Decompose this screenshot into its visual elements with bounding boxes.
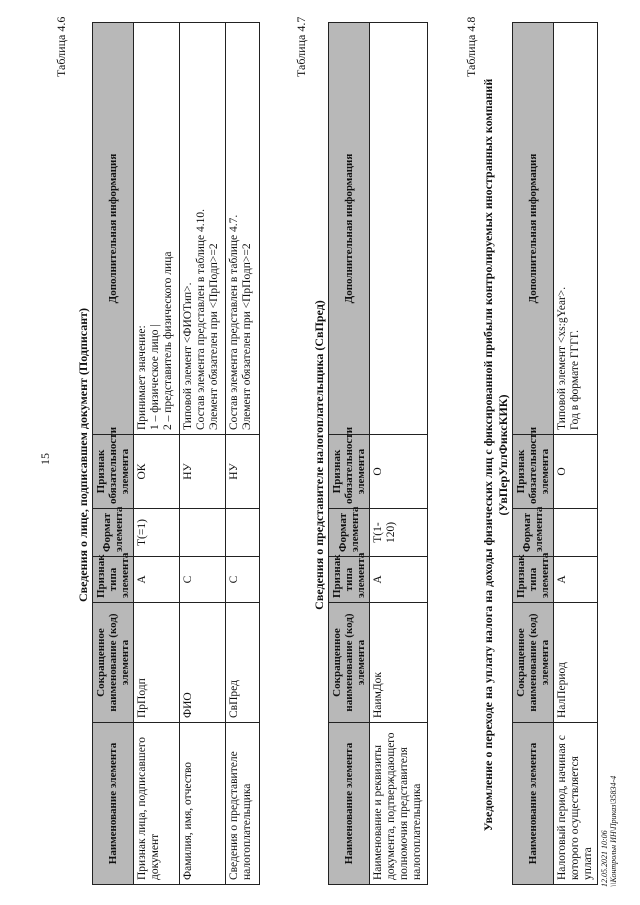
table-4-7 — [328, 22, 428, 885]
cell-type: А — [370, 557, 428, 603]
header-code: Сокращенное наименование (код) элемента — [93, 603, 134, 723]
cell-name: Сведения о представителе налогоплательщика — [226, 723, 260, 885]
header-code: Сокращенное наименование (код) элемента — [513, 603, 554, 723]
header-required: Признак обязательности элемента — [93, 435, 134, 509]
cell-format: T(=1) — [134, 509, 180, 557]
table-row — [554, 23, 598, 885]
cell-info — [370, 23, 428, 435]
cell-required: О — [554, 435, 598, 509]
info-line: Элемент обязателен при <ПрПодп>=2 — [241, 243, 253, 430]
cell-required: НУ — [226, 435, 260, 509]
header-type: Признак типа элемента — [513, 557, 554, 603]
info-line: Типовой элемент <xs:gYear>. — [556, 286, 568, 430]
table-row — [134, 23, 180, 885]
cell-name: Признак лица, подписавшего документ — [134, 723, 180, 885]
header-type: Признак типа элемента — [93, 557, 134, 603]
cell-name: Наименование и реквизиты документа, подтверждающего полномочия представителя налогоплательщика — [370, 723, 428, 885]
table-4-8-label: Таблица 4.8 — [464, 16, 478, 77]
print-footer — [600, 776, 618, 887]
table-4-8-title-line1: Уведомление о переходе на уплату налога на доходы физических лиц с фиксированной прибыли контролируемых иностранных компаний — [481, 78, 495, 832]
table-4-6-title: Сведения о лице, подписавшем документ (Подписант) — [76, 307, 90, 603]
cell-format — [226, 509, 260, 557]
cell-name: Налоговый период, начиная с которого осуществляется уплата — [554, 723, 598, 885]
cell-type: С — [180, 557, 226, 603]
cell-code: НаимДок — [370, 603, 428, 723]
info-line: 2 – представитель физического лица — [162, 251, 174, 430]
cell-type: С — [226, 557, 260, 603]
print-timestamp: 12.05.2021 10:06 — [600, 830, 609, 887]
print-path: \\Контрольн ИН\Приказ\35834-4 — [609, 775, 618, 887]
header-required: Признак обязательности элемента — [513, 435, 554, 509]
header-format: Формат элемента — [93, 509, 134, 557]
cell-type: А — [134, 557, 180, 603]
cell-info — [226, 23, 260, 435]
cell-type: А — [554, 557, 598, 603]
table-row — [370, 23, 428, 885]
cell-format — [180, 509, 226, 557]
cell-required: ОК — [134, 435, 180, 509]
table-4-7-label: Таблица 4.7 — [294, 16, 308, 77]
cell-code: СвПред — [226, 603, 260, 723]
cell-code: ФИО — [180, 603, 226, 723]
table-4-7-title: Сведения о представителе налогоплательщика (СвПред) — [312, 300, 326, 610]
cell-format — [554, 509, 598, 557]
table-4-8 — [512, 22, 598, 885]
header-name: Наименование элемента — [513, 723, 554, 885]
cell-required: О — [370, 435, 428, 509]
info-line: Состав элемента представлен в таблице 4.10. — [195, 208, 207, 430]
table-header-row — [329, 23, 370, 885]
header-type: Признак типа элемента — [329, 557, 370, 603]
table-4-8-title — [481, 25, 511, 885]
info-line: Состав элемента представлен в таблице 4.7. — [228, 214, 240, 430]
table-row — [226, 23, 260, 885]
cell-required: НУ — [180, 435, 226, 509]
table-header-row — [93, 23, 134, 885]
header-required: Признак обязательности элемента — [329, 435, 370, 509]
cell-code: ПрПодп — [134, 603, 180, 723]
table-4-6 — [92, 22, 260, 885]
page-number: 15 — [38, 453, 52, 465]
info-line: Типовой элемент <ФИОТип>. — [182, 282, 194, 430]
info-line: Элемент обязателен при <ПрПодп>=2 — [208, 243, 220, 430]
cell-format: T(1-120) — [370, 509, 428, 557]
table-4-8-title-line2: (УвПерУплФиксКИК) — [496, 394, 510, 516]
cell-info — [180, 23, 226, 435]
header-code: Сокращенное наименование (код) элемента — [329, 603, 370, 723]
header-format: Формат элемента — [329, 509, 370, 557]
info-line: Принимает значение: — [136, 325, 148, 430]
header-info: Дополнительная информация — [93, 23, 134, 435]
cell-info — [554, 23, 598, 435]
cell-name: Фамилия, имя, отчество — [180, 723, 226, 885]
table-row — [180, 23, 226, 885]
header-info: Дополнительная информация — [329, 23, 370, 435]
cell-code: НалПериод — [554, 603, 598, 723]
header-name: Наименование элемента — [329, 723, 370, 885]
header-info: Дополнительная информация — [513, 23, 554, 435]
info-line: 1 – физическое лицо | — [149, 324, 161, 430]
header-name: Наименование элемента — [93, 723, 134, 885]
info-line: Год в формате ГГГГ. — [569, 329, 581, 430]
table-4-6-label: Таблица 4.6 — [54, 16, 68, 77]
table-header-row — [513, 23, 554, 885]
header-format: Формат элемента — [513, 509, 554, 557]
cell-info — [134, 23, 180, 435]
